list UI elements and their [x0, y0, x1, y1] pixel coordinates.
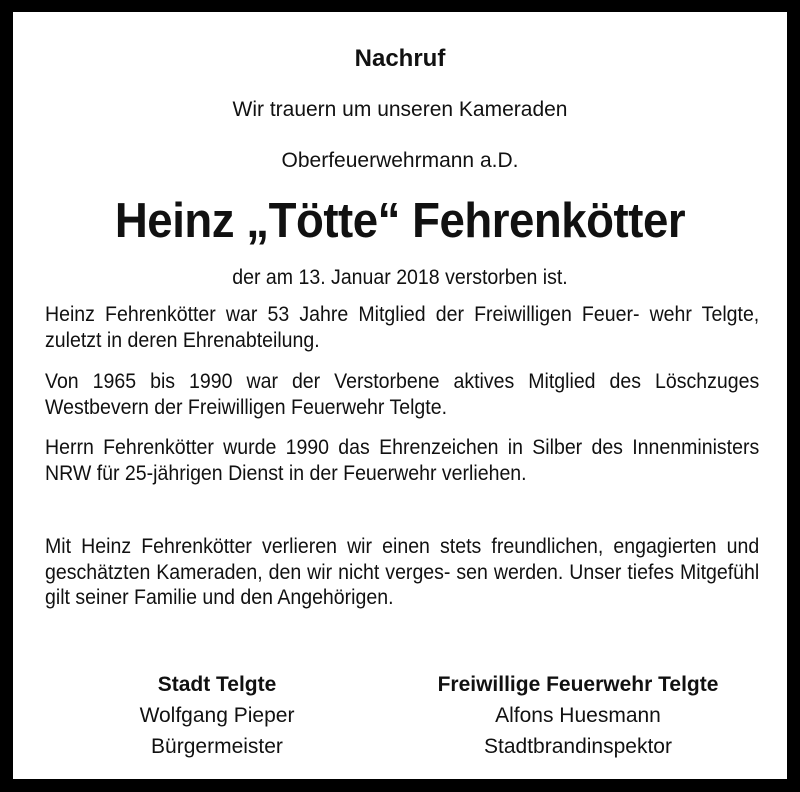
signature-city [117, 669, 317, 762]
paragraph-text: Heinz Fehrenkötter war 53 Jahre Mitglied der Freiwilligen Feuer- wehr Telgte, zuletzt in deren Ehrenabteilung. [45, 303, 760, 352]
rank-line: Oberfeuerwehrmann a.D. [281, 149, 519, 172]
paragraph-text: Von 1965 bis 1990 war der Verstorbene aktives Mitglied des Löschzuges Westbevern der Freiwilligen Feuerwehr Telgte. [45, 370, 760, 419]
deceased-name: Heinz „Tötte“ Fehrenkötter [114, 194, 686, 248]
obituary-notice [13, 12, 787, 779]
signature-role: Stadtbrandinspektor [484, 735, 672, 758]
signature-role: Bürgermeister [151, 735, 283, 758]
signature-organization: Freiwillige Feuerwehr Telgte [437, 673, 719, 696]
paragraph-text: Mit Heinz Fehrenkötter verlieren wir einen stets freundlichen, engagierten und geschätzten Kameraden, den wir nicht verges- sen werden. Unser tiefes Mitgefühl gilt seiner Familie und den Angehörigen. [45, 535, 760, 609]
signature-fire-department [388, 669, 768, 762]
paragraph-active-service [45, 369, 759, 420]
signature-person: Wolfgang Pieper [139, 704, 295, 727]
paragraph-condolence [45, 534, 759, 611]
paragraph-honor [45, 435, 759, 486]
notice-title: Nachruf [354, 45, 446, 72]
intro-line: Wir trauern um unseren Kameraden [232, 98, 568, 121]
paragraph-text: Herrn Fehrenkötter wurde 1990 das Ehrenzeichen in Silber des Innenministers NRW für 25-jährigen Dienst in der Feuerwehr verliehen. [45, 436, 760, 485]
death-date-line: der am 13. Januar 2018 verstorben ist. [232, 266, 568, 289]
signature-person: Alfons Huesmann [495, 704, 661, 727]
signature-organization: Stadt Telgte [157, 673, 277, 696]
paragraph-membership [45, 302, 759, 353]
